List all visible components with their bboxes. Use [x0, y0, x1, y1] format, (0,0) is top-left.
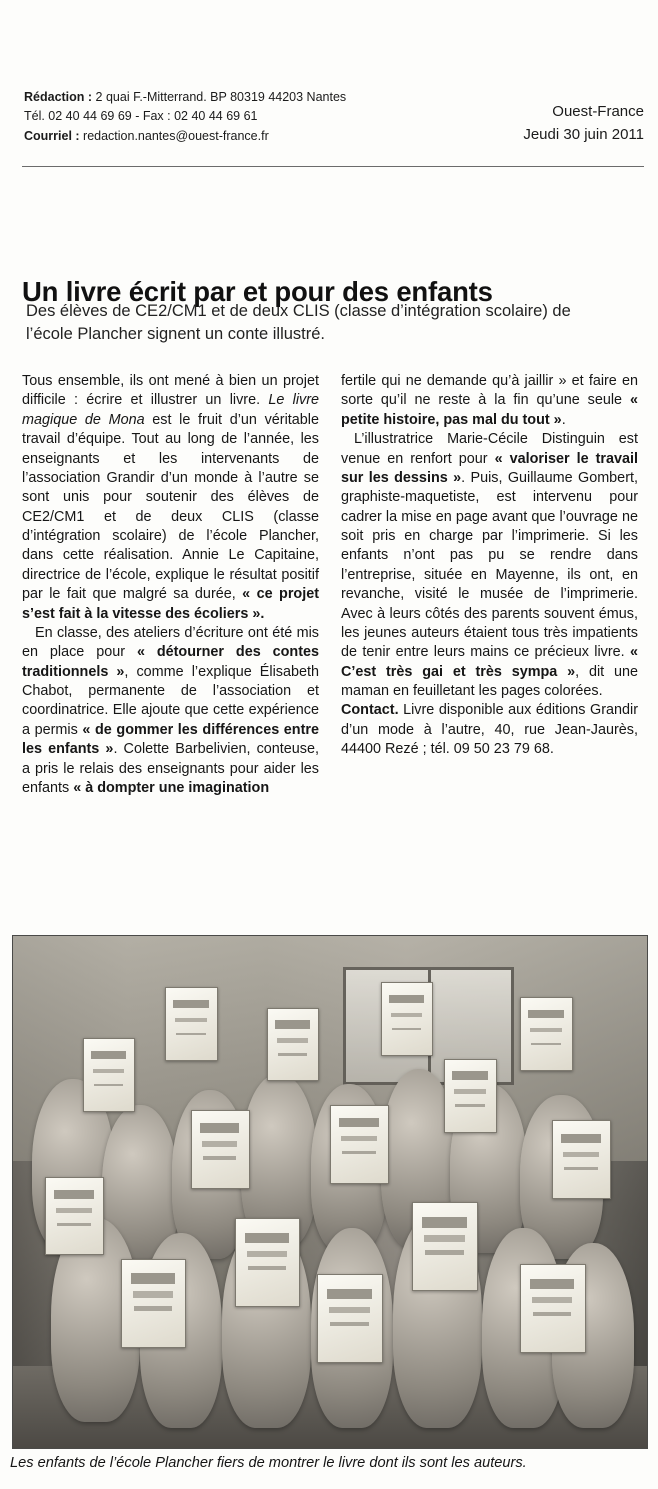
paragraph: [341, 372, 638, 430]
paragraph: [22, 372, 319, 624]
text-run: est le fruit d’un véritable travail d’équipe. Tout au long de l’année, les enseignants et les intervenants de l’association Grandir d’un monde à l’autre se sont unis pour soutenir des élèves de CE2/CM1 et de deux CLIS (classe d’intégration scolaire) de l’école Plancher, dans cette réalisation. Annie Le Capitaine, directrice de l’école, explique le résultat positif par le fait que malgré sa durée,: [22, 411, 319, 603]
photo-book: [317, 1274, 382, 1363]
redaction-label: Rédaction :: [24, 90, 93, 104]
photo-book: [267, 1008, 320, 1082]
masthead-divider: [22, 166, 644, 167]
quote-run: « détourner des contes traditionnels »: [22, 644, 319, 680]
photo-book: [191, 1110, 250, 1189]
text-run: .: [561, 411, 566, 428]
photo-book: [83, 1038, 136, 1112]
text-run: , dit une maman en feuilletant les pages colorées.: [341, 663, 638, 699]
article-photo: [12, 935, 648, 1449]
text-run: . Puis, Guillaume Gombert, graphiste-maquetiste, est intervenu pour cadrer la mise en page avant que l’ouvrage ne soit pris en charge par l’imprimerie. Si les enfants n’ont pas pu se rendre dans l’entreprise, située en Mayenne, ils ont, en revanche, visité le musée de l’imprimerie. Avec à leurs côtés des parents souvent émus, les jeunes auteurs étaient tous très impatients de tenir entre leurs mains ce précieux livre.: [341, 469, 638, 661]
contact-label: Contact.: [341, 702, 399, 719]
redaction-line: [24, 88, 346, 107]
page-title: Un livre écrit par et pour des enfants: [22, 276, 493, 308]
contact-details: Livre disponible aux éditions Grandir d’un mode à l’autre, 40, rue Jean-Jaurès, 44400 Rezé ; tél. 09 50 23 79 68.: [341, 702, 638, 758]
text-run: L’illustratrice Marie-Cécile Distinguin est venue en renfort pour: [341, 431, 638, 467]
paragraph: [22, 624, 319, 798]
photo-book: [381, 982, 434, 1056]
courriel-value: redaction.nantes@ouest-france.fr: [79, 128, 269, 143]
paper-name: Ouest-France: [552, 103, 644, 120]
masthead-title-block: [523, 88, 644, 147]
quote-run: « de gommer les différences entre les enfants »: [22, 721, 319, 758]
masthead: [24, 88, 644, 147]
text-run: En classe, des ateliers d’écriture ont été mis en place pour: [22, 624, 319, 661]
photo-book: [235, 1218, 300, 1307]
photo-book: [330, 1105, 389, 1184]
article-column-right: [341, 372, 638, 798]
article-column-left: [22, 372, 319, 798]
text-run: Tous ensemble, ils ont mené à bien un projet difficile : écrire et illustrer un livre.: [22, 373, 319, 409]
photo-book: [412, 1202, 477, 1291]
quote-run: « petite histoire, pas mal du tout »: [341, 392, 638, 428]
tel-line: Tél. 02 40 44 69 69 - Fax : 02 40 44 69 61: [24, 109, 258, 124]
courriel-label: Courriel :: [24, 128, 80, 143]
quote-run: « C’est très gai et très sympa »: [341, 644, 638, 680]
text-run: , comme l’explique Élisabeth Chabot, permanente de l’association et coordinatrice. Elle ajoute que cette expérience a permis: [22, 663, 319, 738]
photo-book: [444, 1059, 497, 1133]
photo-book: [45, 1177, 104, 1256]
standfirst: Des élèves de CE2/CM1 et de deux CLIS (classe d’intégration scolaire) de l’école Plancher signent un conte illustré.: [26, 302, 571, 344]
article-body: [22, 372, 638, 798]
photo-book: [121, 1259, 186, 1348]
issue-date: Jeudi 30 juin 2011: [523, 126, 644, 144]
photo-book: [520, 1264, 585, 1353]
paragraph: [341, 430, 638, 701]
book-title: Le livre magique de Mona: [22, 392, 320, 428]
redaction-value: 2 quai F.-Mitterrand. BP 80319 44203 Nantes: [92, 90, 347, 104]
text-run: . Colette Barbelivien, conteuse, a pris le relais des enseignants pour aider les enfants: [22, 741, 319, 796]
quote-run: « à dompter une imagination: [73, 779, 270, 796]
contact-paragraph: [341, 701, 638, 759]
photo-book: [520, 997, 573, 1071]
photo-caption: Les enfants de l’école Plancher fiers de montrer le livre dont ils sont les auteurs.: [10, 1455, 527, 1471]
courriel-line: [24, 127, 346, 146]
quote-run: « ce projet s’est fait à la vitesse des écoliers ».: [22, 586, 320, 622]
text-run: fertile qui ne demande qu’à jaillir » et faire en sorte qu’il ne reste à la fin qu’une seule: [341, 373, 638, 409]
masthead-contact-block: [24, 88, 346, 146]
photo-book: [165, 987, 218, 1061]
quote-run: « valoriser le travail sur les dessins »: [341, 450, 638, 486]
photo-book: [552, 1120, 611, 1199]
